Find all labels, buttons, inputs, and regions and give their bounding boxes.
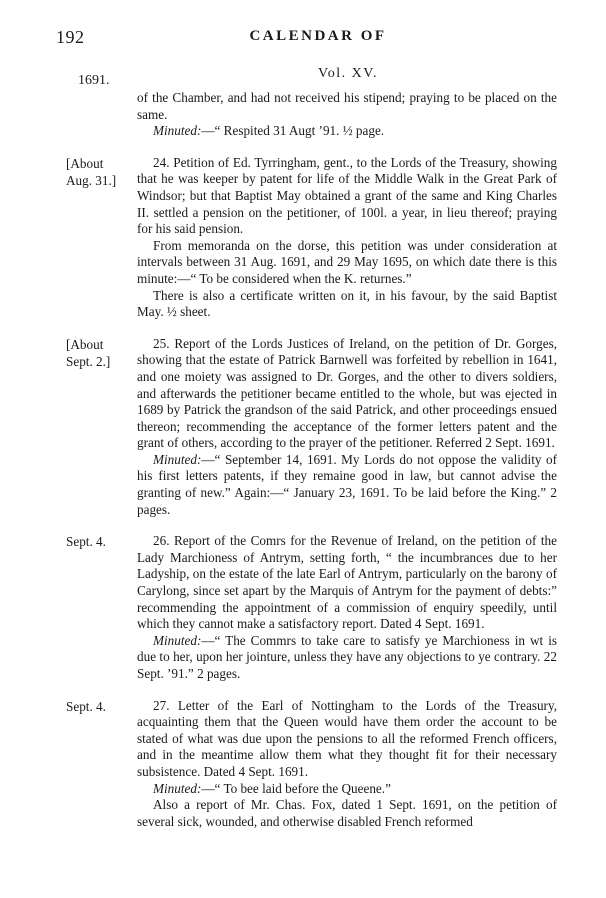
- paragraph: Also a report of Mr. Chas. Fox, dated 1 Sept. 1691, on the petition of several sick, wounded, and otherwise disabled French reformed: [137, 797, 557, 829]
- entry-text: [137, 336, 557, 519]
- entry-text: [137, 698, 557, 831]
- volume-label: Vol. XV.: [317, 66, 379, 81]
- divider: [137, 147, 557, 148]
- divider: [137, 690, 557, 691]
- entry-25: [0, 336, 606, 519]
- entry-date: Sept. 4.: [66, 698, 106, 714]
- entry-text: [137, 533, 557, 682]
- entry-text: [137, 90, 557, 140]
- divider: [137, 525, 557, 526]
- paragraph: 27. Letter of the Earl of Nottingham to the Lords of the Treasury, acquainting them that the Queen would have them order the account to be stated of what was due upon the pensions to all the reformed French officers, and in the meantime allow them what they thought fit for their necessary subsistence. Dated 4 Sept. 1691.: [137, 697, 557, 779]
- entry-date: Sept. 4.: [66, 534, 106, 550]
- minute-text: —“ The Commrs to take care to satisfy ye Marchioness in wt is due to her, upon her jointure, unless they have any objections to ye contrary. 22 Sept. ’91.” 2 pages.: [137, 632, 557, 681]
- paragraph: There is also a certificate written on it, in his favour, by the said Baptist May. ½ sheet.: [137, 287, 557, 320]
- paragraph: From memoranda on the dorse, this petition was under consideration at intervals between 31 Aug. 1691, and 29 May 1695, on which date there is this minute:—“ To be considered when the K. returnes.”: [137, 237, 557, 286]
- minute-text: —“ To bee laid before the Queene.”: [201, 780, 391, 796]
- volume-row: [0, 60, 606, 88]
- minute-paragraph: [137, 123, 557, 140]
- minute-paragraph: [137, 452, 557, 518]
- minute-label: Minuted:: [153, 632, 202, 648]
- minute-label: Minuted:: [153, 451, 202, 467]
- entry-27: [0, 698, 606, 831]
- entry-text: [137, 155, 557, 321]
- paragraph: 26. Report of the Comrs for the Revenue of Ireland, on the petition of the Lady Marchioness of Antrym, setting forth, “ the incumbrances due to her Ladyship, on the estate of the late Earl of Antrym, particularly on the barony of Carylong, since set apart by the Marquis of Antrym for the payment of debts:” recommending the appointment of a commission of enquiry speedily, until which they cannot make a satisfactory report. Dated 4 Sept. 1691.: [137, 533, 557, 632]
- minute-paragraph: [137, 781, 557, 798]
- paragraph: of the Chamber, and had not received his stipend; praying to be placed on the same.: [137, 90, 557, 122]
- page-header: [0, 0, 606, 60]
- page-body: [0, 90, 606, 830]
- entry-date: [About Aug. 31.]: [66, 155, 117, 188]
- entry-continued: [0, 90, 606, 140]
- divider: [137, 328, 557, 329]
- year-marker: 1691.: [78, 73, 110, 88]
- paragraph: 25. Report of the Lords Justices of Ireland, on the petition of Dr. Gorges, showing that the estate of Patrick Barnwell was forfeited by rebellion in 1641, and one moiety was assigned to Dr. Gorges, and the other to divers soldiers, and afterwards the petitioner became entitled to the whole, but was ejected in 1689 by Patrick the grandson of the said Patrick, and other proceedings ensued thereon; recommending the acceptance of the former letters patent and the grant of others, according to the prayer of the petitioner. Referred 2 Sept. 1691.: [137, 335, 557, 451]
- minute-text: —“ September 14, 1691. My Lords do not oppose the validity of his first letters patents, if they remaine good in law, but cannot advise the granting of new.” Again:—“ January 23, 1691. To be laid before the King.” 2 pages.: [137, 451, 557, 517]
- minute-label: Minuted:: [153, 123, 202, 139]
- minute-text: —“ Respited 31 Augt ’91. ½ page.: [201, 123, 385, 139]
- minute-label: Minuted:: [153, 780, 202, 796]
- entry-date: [About Sept. 2.]: [66, 336, 111, 369]
- paragraph: 24. Petition of Ed. Tyrringham, gent., to the Lords of the Treasury, showing that he was keeper by patent for life of the Middle Walk in the Great Park of Windsor; but that Baptist May obtained a grant of the same and King Charles II. settled a pension on the petitioner, of 100l. a year, in lieu thereof; praying for his said pension.: [137, 154, 557, 237]
- page-number: 192: [56, 27, 85, 47]
- entry-26: [0, 533, 606, 682]
- minute-paragraph: [137, 633, 557, 683]
- running-head: CALENDAR OF: [249, 28, 387, 44]
- entry-24: [0, 155, 606, 321]
